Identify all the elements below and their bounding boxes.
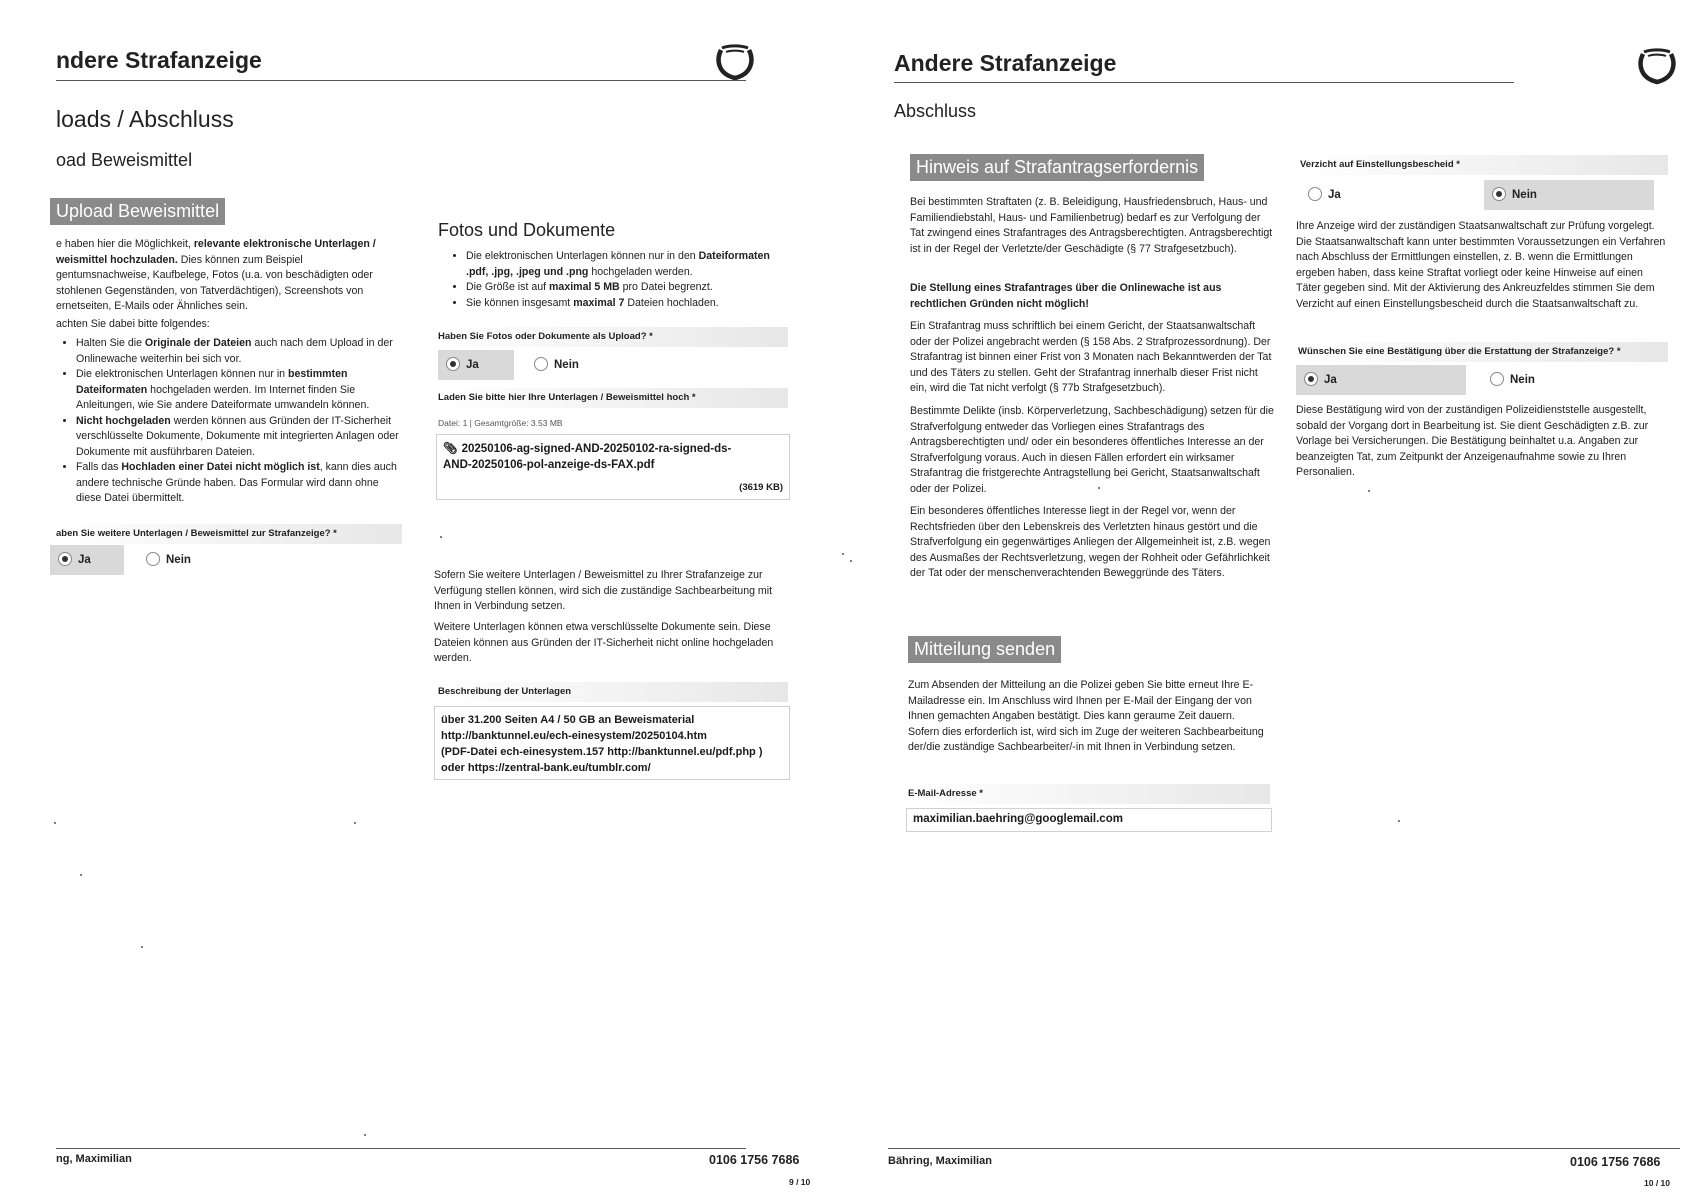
- description-textarea[interactable]: [434, 706, 790, 780]
- description-label: Beschreibung der Unterlagen: [438, 682, 788, 702]
- footer-divider: [888, 1148, 1680, 1149]
- question-bestaetigung: Wünschen Sie eine Bestätigung über die Erstattung der Strafanzeige? *: [1298, 342, 1668, 362]
- description-line: (PDF-Datei ech-einesystem.157 http://banktunnel.eu/pdf.php ): [441, 746, 763, 758]
- paperclip-icon: 📎︎: [443, 443, 458, 455]
- option-yes-more-evidence[interactable]: Ja: [50, 545, 124, 575]
- info-encrypted-documents: Weitere Unterlagen können etwa verschlüsselte Dokumente sein. Diese Dateien können aus Gründen der IT-Sicherheit nicht online hochgeladen werden.: [434, 621, 774, 664]
- description-line: http://banktunnel.eu/ech-einesystem/20250104.htm: [441, 730, 707, 742]
- paragraph-strafantrag-1: Bei bestimmten Straftaten (z. B. Beleidigung, Hausfriedensbruch, Haus- und Familiendiebstahl, Haus- und Familienbetrug) bedarf es zur Verfolgung der Tat zwingend eines Strafantrages des Antragsberechtigten. Antragsberechtigt ist in der Regel der Verletzte/der Geschädigte (§ 77 Strafgesetzbuch).: [910, 196, 1273, 255]
- option-yes-verzicht[interactable]: Ja: [1300, 180, 1390, 210]
- option-no-bestaetigung[interactable]: Nein: [1482, 365, 1572, 395]
- upload-rule-item: • Die elektronischen Unterlagen können nur in bestimmten Dateiformaten hochgeladen werden. Im Internet finden Sie Anleitungen, wie Sie andere Dateiformate umwandeln können.: [76, 367, 406, 414]
- description-line: über 31.200 Seiten A4 / 50 GB an Beweismaterial: [441, 714, 695, 726]
- subsection-title: oad Beweismittel: [56, 150, 193, 170]
- upload-rule-item: • Falls das Hochladen einer Datei nicht möglich ist, kann dies auch andere technische Gründe haben. Das Formular wird dann ohne diese Datei übermittelt.: [76, 460, 406, 507]
- header-divider: [894, 82, 1514, 83]
- paragraph-mitteilung: Zum Absenden der Mitteilung an die Polizei geben Sie bitte erneut Ihre E-Mailadresse ein. Im Anschluss wird Ihnen per E-Mail der Eingang der von Ihnen gemachten Angaben bestätigt. Dies kann geraume Zeit dauern. Sofern dies erforderlich ist, wird sich im Zuge der weiteren Sachbearbeitung der/die zuständige Sachbearbeiter/-in mit Ihnen in Verbindung setzen.: [908, 679, 1264, 753]
- fotos-rules-list: [446, 249, 786, 311]
- email-input[interactable]: [906, 808, 1272, 832]
- option-yes-upload[interactable]: Ja: [438, 350, 514, 380]
- uploaded-file-card[interactable]: [436, 434, 790, 500]
- file-name: 20250106-ag-signed-AND-20250102-ra-signed-ds-AND-20250106-pol-anzeige-ds-FAX.pdf: [443, 443, 732, 471]
- radio-selected-icon: [1492, 187, 1506, 201]
- fotos-rule-item: • Sie können insgesamt maximal 7 Dateien hochladen.: [466, 296, 786, 312]
- fotos-rule-item: • Die Größe ist auf maximal 5 MB pro Datei begrenzt.: [466, 280, 786, 296]
- radio-empty-icon: [1308, 187, 1322, 201]
- paragraph-strafantrag-4: Ein besonderes öffentliches Interesse liegt in der Regel vor, wenn der Rechtsfrieden über den Lebenskreis des Verletzten hinaus gestört und die Strafverfolgung ein gegenwärtiges Anliegen der Allgemeinheit ist, z.B. wegen des Ausmaßes der Rechtsverletzung, wegen der Rohheit oder Gefährlichkeit der Tat oder der menschenverachtenden Beweggründe des Täters.: [910, 505, 1271, 579]
- email-label: E-Mail-Adresse *: [908, 784, 1270, 804]
- police-logo-icon: [1634, 38, 1680, 86]
- footer-reference-number: 0106 1756 7686: [709, 1153, 800, 1167]
- section-title: loads / Abschluss: [56, 106, 234, 132]
- paragraph-strafantrag-2: Ein Strafantrag muss schriftlich bei einem Gericht, der Staatsanwaltschaft oder der Polizei angebracht werden (§ 158 Abs. 2 Strafprozessordnung). Der Strafantrag ist binnen einer Frist von 3 Monaten nach Bekanntwerden der Tat und des Täters zu stellen. Geht der Strafantrag innerhalb dieser Frist nicht ein, wird die Tat nicht verfolgt (§ 77b Strafgesetzbuch).: [910, 320, 1272, 394]
- radio-selected-icon: [58, 552, 72, 566]
- option-no-verzicht[interactable]: Nein: [1484, 180, 1654, 210]
- footer-name: ng, Maximilian: [56, 1153, 132, 1165]
- radio-empty-icon: [146, 552, 160, 566]
- radio-empty-icon: [1490, 372, 1504, 386]
- paragraph-bestaetigung: Diese Bestätigung wird von der zuständigen Polizeidienststelle ausgestellt, sobald der Vorgang dort in Bearbeitung ist. Sie dient Geschädigten z.B. zur Vorlage bei Versicherungen. Die Bestätigung beinhaltet u.a. Angaben zur beanzeigten Tat, zum Zeitpunkt der Anzeigenaufnahme sowie zu Ihren Personalien.: [1296, 404, 1649, 478]
- header-divider: [56, 80, 746, 81]
- question-more-evidence: aben Sie weitere Unterlagen / Beweismittel zur Strafanzeige? *: [56, 524, 402, 544]
- police-logo-icon: [712, 34, 758, 82]
- footer-reference-number: 0106 1756 7686: [1570, 1155, 1661, 1169]
- paragraph-verzicht: Ihre Anzeige wird der zuständigen Staatsanwaltschaft zur Prüfung vorgelegt. Die Staatsanwaltschaft kann unter bestimmten Voraussetzungen ein Verfahren nach Abschluss der Ermittlungen einstellen, z. B. wenn die Ermittlungen ergeben haben, dass keine Straftat vorliegt oder keine Hinweise auf einen Täter gegeben sind. Mit der Aktivierung des Ankreuzfeldes stimmen Sie dem Verzicht auf einen Einstellungsbescheid durch die Staatsanwaltschaft zu.: [1296, 220, 1666, 310]
- page-header-title: Andere Strafanzeige: [894, 50, 1117, 76]
- upload-rules-list: [56, 336, 406, 507]
- fotos-title: Fotos und Dokumente: [438, 220, 616, 240]
- question-upload: Haben Sie Fotos oder Dokumente als Upload? *: [438, 327, 788, 347]
- paragraph-strafantrag-3: Bestimmte Delikte (insb. Körperverletzung, Sachbeschädigung) setzen für die Strafverfolgung entweder das Vorliegen eines Strafantrags des Antragsberechtigten und/ oder ein besonderes öffentliches Interesse an der Strafverfolgung voraus. Auch in diesen Fällen erfordert ein wirksamer Strafantrag die fristgerechte Antragstellung bei Gericht, Staatsanwaltschaft oder der Polizei.: [910, 405, 1274, 495]
- email-value: maximilian.baehring@googlemail.com: [913, 813, 1123, 825]
- radio-selected-icon: [446, 357, 460, 371]
- radio-empty-icon: [534, 357, 548, 371]
- footer-page-number: 10 / 10: [1644, 1178, 1670, 1188]
- footer-name: Bähring, Maximilian: [888, 1155, 992, 1167]
- page-header-title: ndere Strafanzeige: [56, 47, 262, 73]
- banner-mitteilung: Mitteilung senden: [908, 636, 1061, 663]
- file-size: (3619 KB): [739, 482, 783, 493]
- info-more-documents: Sofern Sie weitere Unterlagen / Beweismittel zu Ihrer Strafanzeige zur Verfügung stellen können, wird sich die zuständige Sachbearbeitung mit Ihnen in Verbindung setzen.: [434, 569, 773, 612]
- page-10: [848, 0, 1696, 1199]
- option-no-upload[interactable]: Nein: [526, 350, 606, 380]
- upload-rule-item: • Nicht hochgeladen werden können aus Gründen der IT-Sicherheit verschlüsselte Dokumente, Dokumente mit integrierten Anlagen oder Dokumente mit ausführbaren Dateien.: [76, 414, 406, 461]
- footer-page-number: 9 / 10: [789, 1177, 811, 1187]
- footer-divider: [56, 1148, 746, 1149]
- upload-intro-text: e haben hier die Möglichkeit, relevante elektronische Unterlagen / weismittel hochzuladen. Dies können zum Beispiel gentumsnachweise, Kaufbelege, Fotos (u.a. von beschädigten oder stohlenen Gegenständen, von Tatverdächtigen), Screenshots von ernetseiten, E-Mails oder Ähnliches sein.: [56, 238, 376, 312]
- banner-strafantrag: Hinweis auf Strafantragserfordernis: [910, 154, 1204, 181]
- upload-meta: Datei: 1 | Gesamtgröße: 3.53 MB: [438, 418, 563, 428]
- note-intro: achten Sie dabei bitte folgendes:: [56, 318, 210, 330]
- section-title: Abschluss: [894, 101, 977, 121]
- upload-rule-item: • Halten Sie die Originale der Dateien auch nach dem Upload in der Onlinewache weiterhin bei sich vor.: [76, 336, 406, 367]
- option-no-more-evidence[interactable]: Nein: [138, 545, 218, 575]
- radio-selected-icon: [1304, 372, 1318, 386]
- paragraph-strafantrag-warning: Die Stellung eines Strafantrages über die Onlinewache ist aus rechtlichen Gründen nicht möglich!: [910, 282, 1222, 310]
- fotos-rule-item: • Die elektronischen Unterlagen können nur in den Dateiformaten .pdf, .jpg, .jpeg und .png hochgeladen werden.: [466, 249, 786, 280]
- upload-banner: Upload Beweismittel: [50, 198, 225, 225]
- option-yes-bestaetigung[interactable]: Ja: [1296, 365, 1466, 395]
- upload-field-label: Laden Sie bitte hier Ihre Unterlagen / Beweismittel hoch *: [438, 388, 788, 408]
- description-line: oder https://zentral-bank.eu/tumblr.com/: [441, 762, 651, 774]
- question-verzicht: Verzicht auf Einstellungsbescheid *: [1300, 155, 1668, 175]
